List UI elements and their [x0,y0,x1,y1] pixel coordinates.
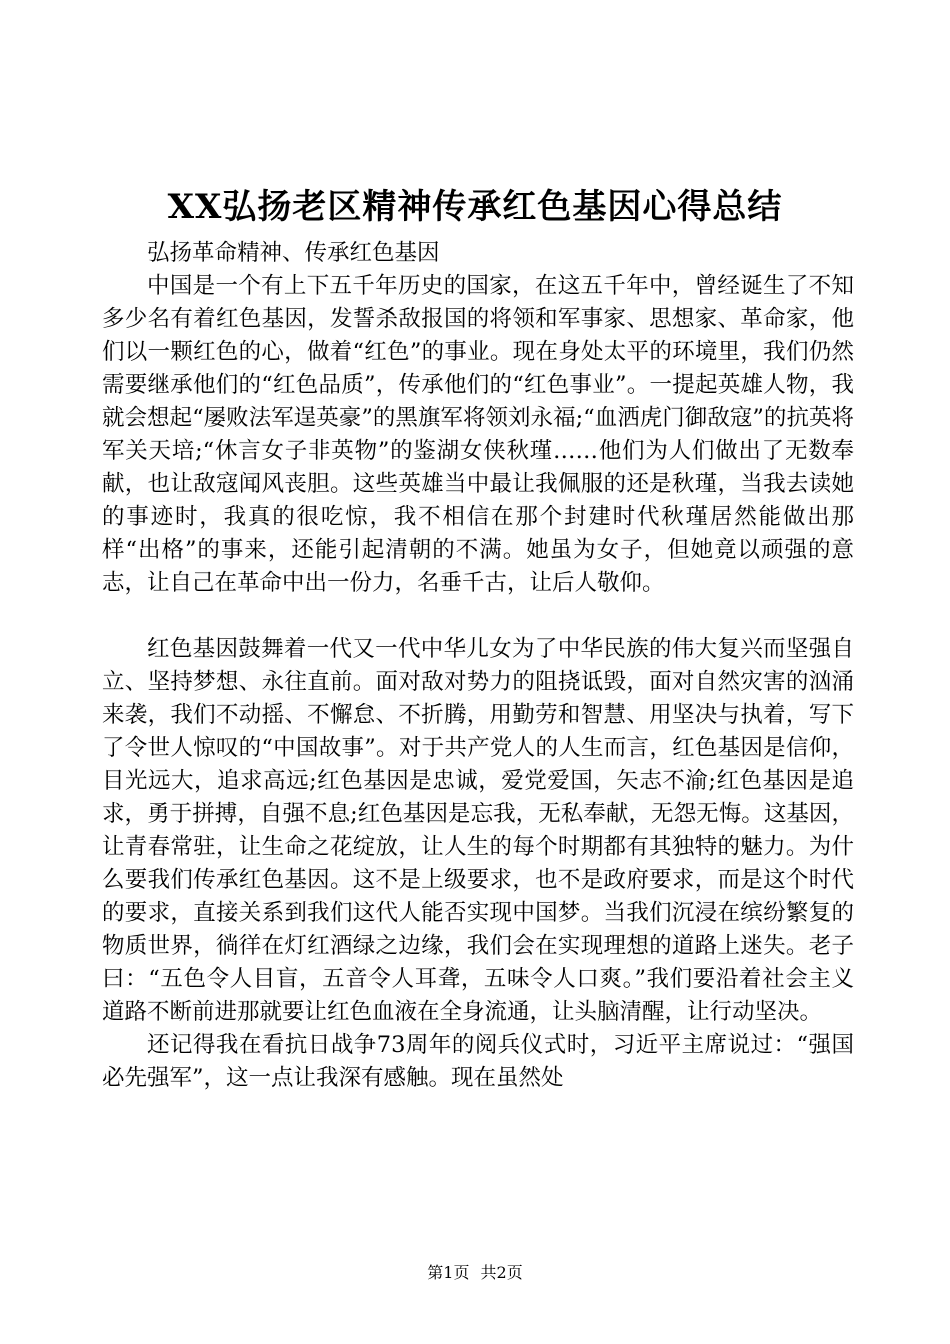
page-number: 第1页 [427,1263,470,1282]
paragraph-2: 红色基因鼓舞着一代又一代中华儿女为了中华民族的伟大复兴而坚强自立、坚持梦想、永往直前。面对敌对势力的阻挠诋毁，面对自然灾害的汹涌来袭，我们不动摇、不懈怠、不折腾，用勤劳和智慧、用坚决与执着，写下了令世人惊叹的“中国故事”。对于共产党人的人生而言，红色基因是信仰，目光远大，追求高远;红色基因是忠诚，爱党爱国，矢志不渝;红色基因是追求，勇于拼搏，自强不息;红色基因是忘我，无私奉献，无怨无悔。这基因，让青春常驻，让生命之花绽放，让人生的每个时期都有其独特的魅力。为什么要我们传承红色基因。这不是上级要求，也不是政府要求，而是这个时代的要求，直接关系到我们这代人能否实现中国梦。当我们沉浸在缤纷繁复的物质世界，徜徉在灯红酒绿之边缘，我们会在实现理想的道路上迷失。老子曰：“五色令人目盲，五音令人耳聋，五味令人口爽。”我们要沿着社会主义道路不断前进那就要让红色血液在全身流通，让头脑清醒，让行动坚决。 [102,636,854,1025]
document-body [102,237,854,1095]
page-footer [0,1262,950,1284]
document-title: XX弘扬老区精神传承红色基因心得总结 [167,187,783,227]
page-total: 共2页 [480,1263,523,1282]
paragraph-1: 中国是一个有上下五千年历史的国家，在这五千年中，曾经诞生了不知多少名有着红色基因，发誓杀敌报国的将领和军事家、思想家、革命家，他们以一颗红色的心，做着“红色”的事业。现在身处太平的环境里，我们仍然需要继承他们的“红色品质”，传承他们的“红色事业”。一提起英雄人物，我就会想起“屡败法军逞英豪”的黑旗军将领刘永福;“血洒虎门御敌寇”的抗英将军关天培;“休言女子非英物”的鉴湖女侠秋瑾……他们为人们做出了无数奉献，也让敌寇闻风丧胆。这些英雄当中最让我佩服的还是秋瑾，当我去读她的事迹时，我真的很吃惊，我不相信在那个封建时代秋瑾居然能做出那样“出格”的事来，还能引起清朝的不满。她虽为女子，但她竟以顽强的意志，让自己在革命中出一份力，名垂千古，让后人敬仰。 [102,273,854,596]
paragraph-3: 还记得我在看抗日战争73周年的阅兵仪式时，习近平主席说过：“强国必先强军”，这一点让我深有感触。现在虽然处 [102,1032,854,1091]
document-subtitle: 弘扬革命精神、传承红色基因 [147,240,440,266]
